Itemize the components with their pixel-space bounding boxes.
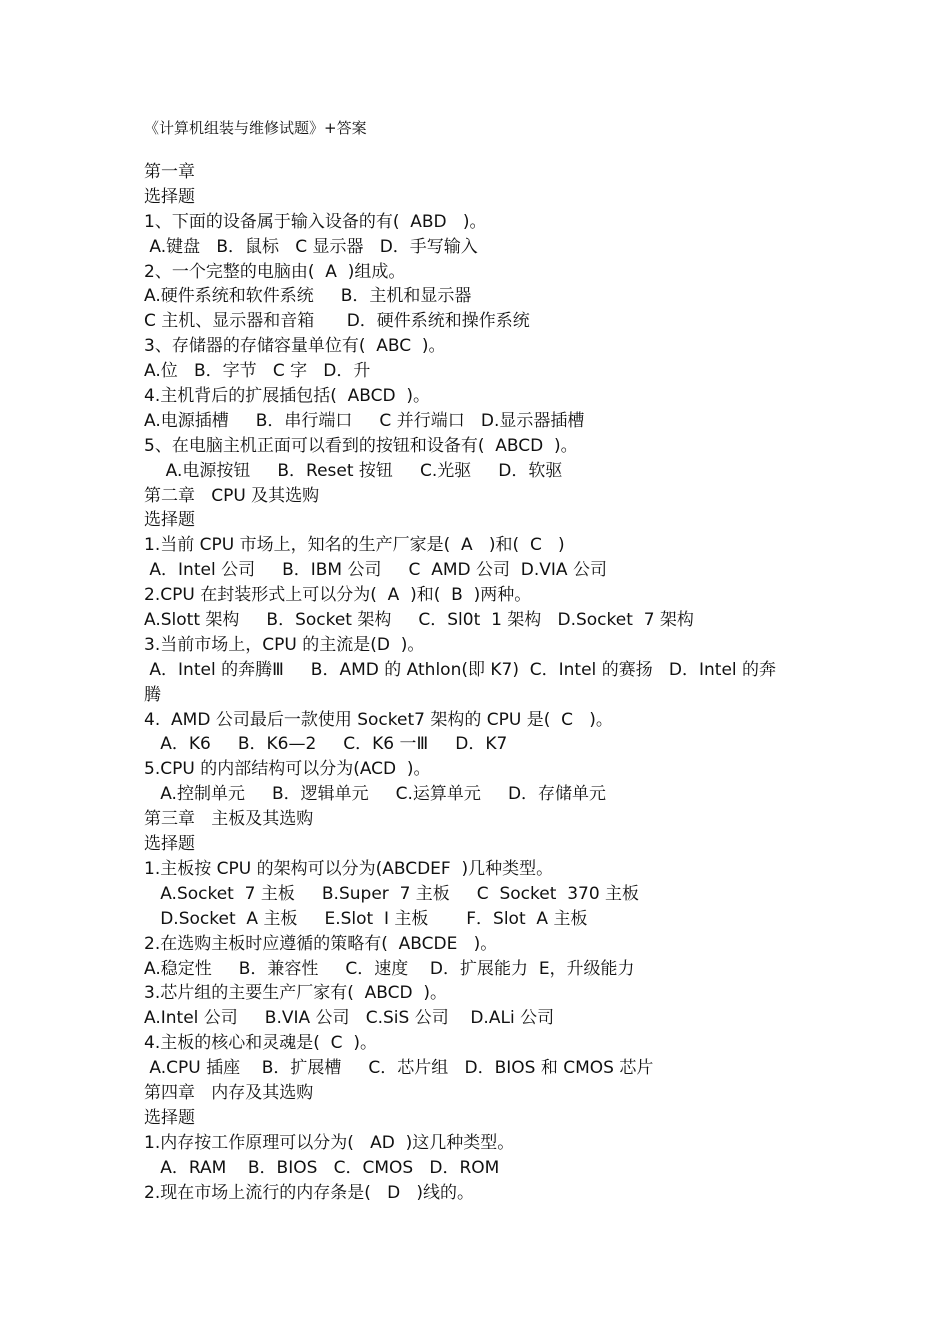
document-line: A．Intel 的奔腾Ⅲ B．AMD 的 Athlon(即 K7) C．Intel 的赛扬 D．Intel 的奔: [144, 659, 777, 680]
document-line: 4. AMD 公司最后一款使用 Socket7 架构的 CPU 是( C )。: [144, 709, 613, 730]
document-line: A.稳定性 B．兼容性 C．速度 D．扩展能力 E，升级能力: [144, 958, 635, 979]
document-line: 选择题: [144, 834, 195, 855]
document-line: 2.现在市场上流行的内存条是( D )线的。: [144, 1182, 474, 1203]
document-line: 3、存储器的存储容量单位有( ABC )。: [144, 336, 446, 357]
document-line: 1.内存按工作原理可以分为( AD )这几种类型。: [144, 1132, 515, 1153]
document-body: [144, 160, 824, 1205]
document-line: D.Socket A 主板 E.Slot I 主板 F．Slot A 主板: [144, 908, 588, 929]
document-line: A.硬件系统和软件系统 B．主机和显示器: [144, 286, 472, 307]
document-line: A.Intel 公司 B.VIA 公司 C.SiS 公司 D.ALi 公司: [144, 1008, 555, 1029]
document-line: A.电源按钮 B．Reset 按钮 C.光驱 D．软驱: [144, 460, 563, 481]
document-line: A.Socket 7 主板 B.Super 7 主板 C Socket 370 主板: [144, 883, 640, 904]
document-line: 第四章 内存及其选购: [144, 1082, 314, 1103]
document-line: A.CPU 插座 B．扩展槽 C．芯片组 D．BIOS 和 CMOS 芯片: [144, 1058, 654, 1079]
document-line: 第二章 CPU 及其选购: [144, 485, 320, 506]
document-line: A.Slott 架构 B．Socket 架构 C．Sl0t 1 架构 D.Socket 7 架构: [144, 610, 694, 631]
document-line: 4.主机背后的扩展插包括( ABCD )。: [144, 386, 431, 407]
document-line: 3.芯片组的主要生产厂家有( ABCD )。: [144, 983, 448, 1004]
document-line: 5.CPU 的内部结构可以分为(ACD )。: [144, 759, 431, 780]
document-line: A.控制单元 B．逻辑单元 C.运算单元 D．存储单元: [144, 784, 607, 805]
document-line: 选择题: [144, 186, 195, 207]
document-line: 第一章: [144, 162, 195, 182]
document-line: 腾: [144, 684, 161, 705]
document-line: 3.当前市场上，CPU 的主流是(D )。: [144, 634, 425, 655]
document-title: 《计算机组装与维修试题》+答案: [144, 119, 367, 137]
document-line: A.位 B．字节 C 字 D．升: [144, 361, 371, 382]
document-line: A.键盘 B．鼠标 C 显示器 D．手写输入: [144, 236, 478, 257]
document-line: C 主机、显示器和音箱 D．硬件系统和操作系统: [144, 311, 530, 332]
document-line: A．RAM B．BIOS C．CMOS D．ROM: [144, 1157, 500, 1178]
document-line: 选择题: [144, 510, 195, 531]
document-line: A.电源插槽 B．串行端口 C 并行端口 D.显示器插槽: [144, 410, 585, 431]
document-line: 2.在选购主板时应遵循的策略有( ABCDE )。: [144, 933, 498, 954]
document-line: A．K6 B．K6—2 C．K6 一Ⅲ D．K7: [144, 734, 508, 755]
document-line: 1.当前 CPU 市场上，知名的生产厂家是( A )和( C ): [144, 535, 565, 556]
document-line: 第三章 主板及其选购: [144, 809, 314, 830]
document-line: 5、在电脑主机正面可以看到的按钮和设备有( ABCD )。: [144, 435, 578, 456]
document-line: A．Intel 公司 B．IBM 公司 C AMD 公司 D.VIA 公司: [144, 560, 607, 581]
document-line: 2、一个完整的电脑由( A )组成。: [144, 261, 406, 282]
document-line: 1、下面的设备属于输入设备的有( ABD )。: [144, 211, 487, 232]
document-line: 选择题: [144, 1107, 195, 1128]
document-line: 4.主板的核心和灵魂是( C )。: [144, 1033, 377, 1054]
document-line: 1.主板按 CPU 的架构可以分为(ABCDEF )几种类型。: [144, 858, 554, 879]
document-line: 2.CPU 在封装形式上可以分为( A )和( B )两种。: [144, 585, 532, 606]
